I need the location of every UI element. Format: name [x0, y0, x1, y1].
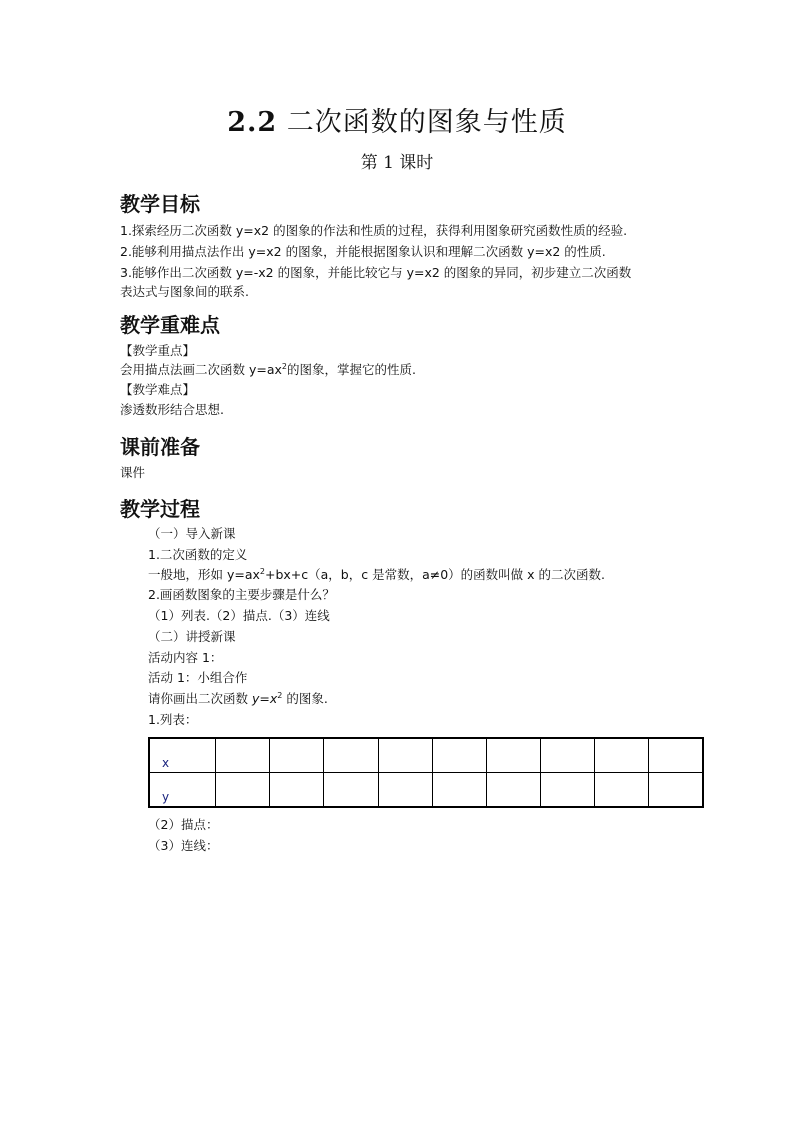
- process-line-11: （2）描点：: [148, 817, 219, 832]
- goal-item-2: 2.能够利用描点法作出 y=x2 的图象，并能根据图象认识和理解二次函数 y=x2 的性质.: [120, 244, 606, 259]
- process-line-3: 一般地，形如 $y=ax^2+bx+c(a$，b，c 是常数，a≠0）的函数叫做 x 的二次函数.: [148, 566, 605, 582]
- table-cell[interactable]: [594, 738, 648, 773]
- value-table: [148, 737, 704, 808]
- table-cell[interactable]: [648, 773, 703, 808]
- goal-item-3: 3.能够作出二次函数 y=-x2 的图象，并能比较它与 y=x2 的图象的异同，初步建立二次函数: [120, 265, 632, 280]
- heading-prep: 课前准备: [120, 435, 200, 459]
- table-cell[interactable]: [216, 773, 270, 808]
- process-line-7: 活动内容 1：: [148, 650, 223, 665]
- table-cell[interactable]: [486, 738, 540, 773]
- table-cell[interactable]: [378, 773, 432, 808]
- process-line-8: 活动 1：小组合作: [148, 670, 248, 685]
- table-row-header-y: y: [149, 773, 216, 808]
- page-subtitle: 第 1 课时: [360, 153, 434, 173]
- table-row: [149, 738, 703, 773]
- table-cell[interactable]: [270, 773, 324, 808]
- heading-key-points: 教学重难点: [120, 313, 220, 337]
- table-cell[interactable]: [486, 773, 540, 808]
- process-line-5: （1）列表.（2）描点.（3）连线: [148, 608, 330, 623]
- process-line-6: （二）讲授新课: [148, 629, 236, 644]
- table-cell[interactable]: [378, 738, 432, 773]
- process-line-9: 请你画出二次函数 $y=x^2$ 的图象.: [148, 690, 328, 706]
- title-text: 二次函数的图象与性质: [286, 107, 567, 138]
- goal-item-3-cont: 表达式与图象间的联系.: [120, 284, 249, 299]
- page-title: [0, 100, 794, 139]
- table-cell[interactable]: [432, 773, 486, 808]
- heading-goals: 教学目标: [120, 192, 200, 216]
- table-cell[interactable]: [648, 738, 703, 773]
- difficulty-label: 【教学难点】: [120, 382, 196, 397]
- table-cell[interactable]: [594, 773, 648, 808]
- heading-process: 教学过程: [120, 497, 200, 521]
- table-cell[interactable]: [432, 738, 486, 773]
- table-row: [149, 773, 703, 808]
- table-row-header-x: x: [149, 738, 216, 773]
- difficulty-text: 渗透数形结合思想.: [120, 402, 224, 417]
- prep-text: 课件: [120, 465, 146, 480]
- goal-item-1: 1.探索经历二次函数 y=x2 的图象的作法和性质的过程，获得利用图象研究函数性质的经验.: [120, 223, 628, 238]
- process-line-10: 1.列表：: [148, 712, 198, 727]
- process-line-1: （一）导入新课: [148, 526, 236, 541]
- table-cell[interactable]: [540, 773, 594, 808]
- process-line-12: （3）连线：: [148, 838, 219, 853]
- process-line-2: 1.二次函数的定义: [148, 547, 248, 562]
- process-line-4: 2.画函数图象的主要步骤是什么？: [148, 587, 335, 602]
- table-cell[interactable]: [324, 738, 378, 773]
- focus-label: 【教学重点】: [120, 343, 196, 358]
- focus-text: 会用描点法画二次函数 $y=ax^2$的图象，掌握它的性质.: [120, 361, 416, 377]
- table-cell[interactable]: [540, 738, 594, 773]
- table-cell[interactable]: [270, 738, 324, 773]
- table-cell[interactable]: [216, 738, 270, 773]
- title-number: 2.2: [227, 107, 278, 138]
- table-cell[interactable]: [324, 773, 378, 808]
